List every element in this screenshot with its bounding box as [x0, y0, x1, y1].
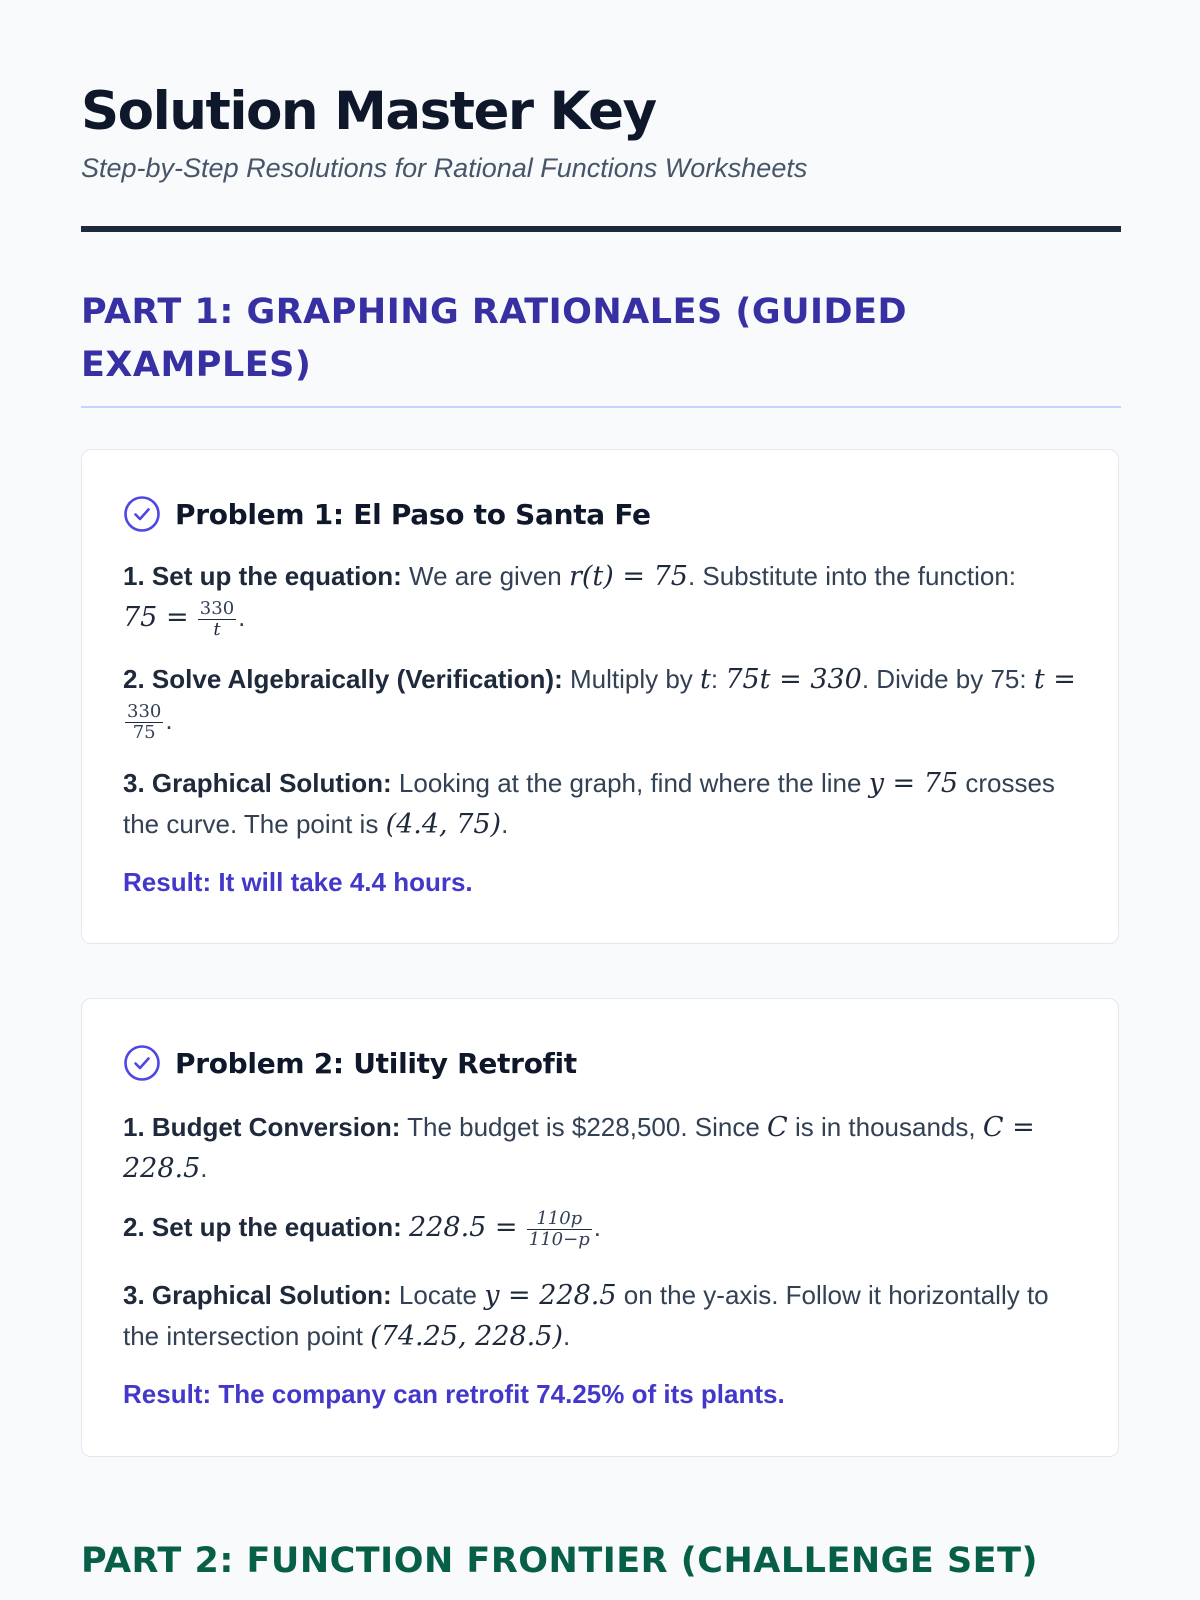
- step-label: 1. Set up the equation:: [123, 561, 402, 591]
- step-label: 1. Budget Conversion:: [123, 1112, 401, 1142]
- fraction-denominator: t: [213, 618, 221, 640]
- step-punctuation: .: [200, 1153, 208, 1183]
- problem-card-2: [81, 998, 1119, 1457]
- math-expression: 228.5 =: [409, 1212, 518, 1243]
- math-fraction: [198, 599, 236, 640]
- step-text: Multiply by: [562, 664, 701, 694]
- problem-card-1: [81, 449, 1119, 944]
- step-punctuation: .: [501, 809, 509, 839]
- step-punctuation: .: [593, 1212, 601, 1242]
- solution-step: [123, 659, 1083, 743]
- result-text: Result: The company can retrofit 74.25% of its plants.: [123, 1379, 785, 1409]
- fraction-numerator: 110p: [527, 1209, 592, 1230]
- step-label: 2. Solve Algebraically (Verification):: [123, 664, 563, 694]
- step-text: We are given: [401, 561, 569, 591]
- math-expression: 75t = 330: [725, 664, 862, 695]
- math-expression: t =: [1033, 664, 1076, 695]
- step-text: on the y-axis. Follow it horizontally to the intersection point: [123, 1280, 1049, 1351]
- math-fraction: [527, 1209, 592, 1250]
- fraction-denominator: 75: [132, 721, 156, 743]
- step-text: The budget is $228,500. Since: [400, 1112, 768, 1142]
- math-expression: C: [767, 1112, 788, 1143]
- section-title-part-1: PART 1: GRAPHING RATIONALES (GUIDED EXAMPLES): [81, 292, 908, 385]
- solution-step: [123, 1275, 1083, 1357]
- fraction-numerator: 330: [127, 700, 162, 722]
- solution-step: [123, 556, 1083, 640]
- solution-step: [123, 763, 1083, 845]
- step-text: :: [710, 664, 726, 694]
- header-divider: [81, 226, 1121, 232]
- fraction-numerator: 330: [199, 597, 235, 619]
- step-text: . Divide by 75:: [861, 664, 1034, 694]
- math-expression: y = 75: [868, 768, 959, 799]
- step-text: Locate: [391, 1280, 485, 1310]
- math-expression: r(t) = 75: [568, 561, 688, 592]
- page-subtitle: Step-by-Step Resolutions for Rational Functions Worksheets: [81, 153, 808, 183]
- step-label: 3. Graphical Solution:: [123, 1280, 392, 1310]
- result-text: Result: It will take 4.4 hours.: [123, 867, 473, 897]
- step-text: . Substitute into the function:: [687, 561, 1017, 591]
- check-circle-icon: [123, 495, 161, 533]
- math-fraction: [125, 702, 163, 743]
- step-label: 2. Set up the equation:: [123, 1212, 402, 1242]
- page-title: Solution Master Key: [81, 81, 656, 142]
- step-punctuation: .: [165, 705, 173, 735]
- step-punctuation: .: [238, 602, 246, 632]
- section-title-part-2: PART 2: FUNCTION FRONTIER (CHALLENGE SET): [81, 1541, 1038, 1581]
- solution-step: [123, 1107, 1083, 1189]
- step-label: 3. Graphical Solution:: [123, 768, 392, 798]
- fraction-denominator: 110−p: [528, 1228, 590, 1250]
- math-expression: 75 =: [123, 602, 189, 633]
- problem-title: Problem 2: Utility Retrofit: [175, 1046, 577, 1080]
- step-punctuation: .: [562, 1321, 571, 1351]
- section-divider: [81, 406, 1121, 408]
- check-circle-icon: [123, 1044, 161, 1082]
- step-text: Looking at the graph, find where the line: [391, 768, 869, 798]
- math-expression: (74.25, 228.5): [370, 1321, 563, 1352]
- step-text: is in thousands,: [787, 1112, 983, 1142]
- math-expression: (4.4, 75): [385, 809, 502, 840]
- problem-title: Problem 1: El Paso to Santa Fe: [175, 497, 651, 531]
- math-expression: C = 228.5: [123, 1112, 1035, 1184]
- solution-step: [123, 1207, 1083, 1250]
- problem-header: [123, 494, 651, 534]
- problem-header: [123, 1043, 577, 1083]
- step-text: crosses the curve. The point is: [123, 768, 1055, 839]
- math-expression: t: [700, 664, 711, 695]
- math-expression: y = 228.5: [484, 1280, 617, 1311]
